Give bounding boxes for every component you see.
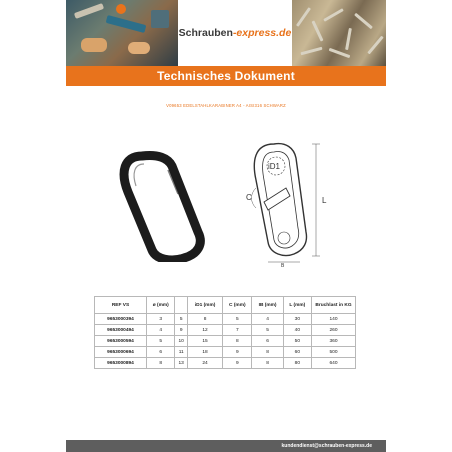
drawing-label-c: C: [246, 193, 252, 202]
document-page: [66, 0, 386, 452]
col-ref: REF VS: [95, 297, 147, 314]
drawing-label-b: B: [281, 263, 285, 268]
screws-photo: [292, 0, 386, 66]
col-blank: [175, 297, 187, 314]
col-breaking-load: Bruchlast in KG: [312, 297, 356, 314]
col-c: C (mm): [223, 297, 252, 314]
table-row: 9653000894 8 13 24 9 8 80 640: [95, 358, 356, 369]
technical-drawing: [234, 128, 344, 268]
document-title: Technisches Dokument: [157, 69, 295, 83]
brand-name-primary: Schrauben: [178, 27, 233, 39]
footer-email-link[interactable]: kundendienst@schrauben-express.de: [281, 443, 372, 449]
title-bar: [66, 66, 386, 86]
carabiner-photo: [114, 142, 214, 262]
specification-table: [94, 296, 356, 369]
brand-logo: [178, 0, 292, 66]
drawing-label-id1: iD1: [268, 162, 281, 171]
footer-bar: [66, 440, 386, 452]
table-header-row: [95, 297, 356, 314]
header-banner: [66, 0, 386, 66]
workshop-photo: [66, 0, 178, 66]
col-ib: IB (mm): [252, 297, 283, 314]
table-row: 9653000394 3 5 8 5 4 30 140: [95, 314, 356, 325]
table-row: 9653000594 5 10 15 8 6 50 360: [95, 336, 356, 347]
col-id1: iD1 (mm): [187, 297, 222, 314]
product-subtitle: V09653 EDELSTAHLKARABINER A4 - AISI316 SCHWARZ: [166, 103, 286, 108]
drawing-label-l: L: [322, 196, 327, 205]
col-l: L (mm): [283, 297, 311, 314]
brand-name-suffix: -express.de: [232, 27, 292, 39]
table-row: 9653000694 6 11 18 9 8 60 500: [95, 347, 356, 358]
col-diameter: ø (mm): [147, 297, 175, 314]
table-row: 9653000494 4 9 12 7 5 40 260: [95, 325, 356, 336]
